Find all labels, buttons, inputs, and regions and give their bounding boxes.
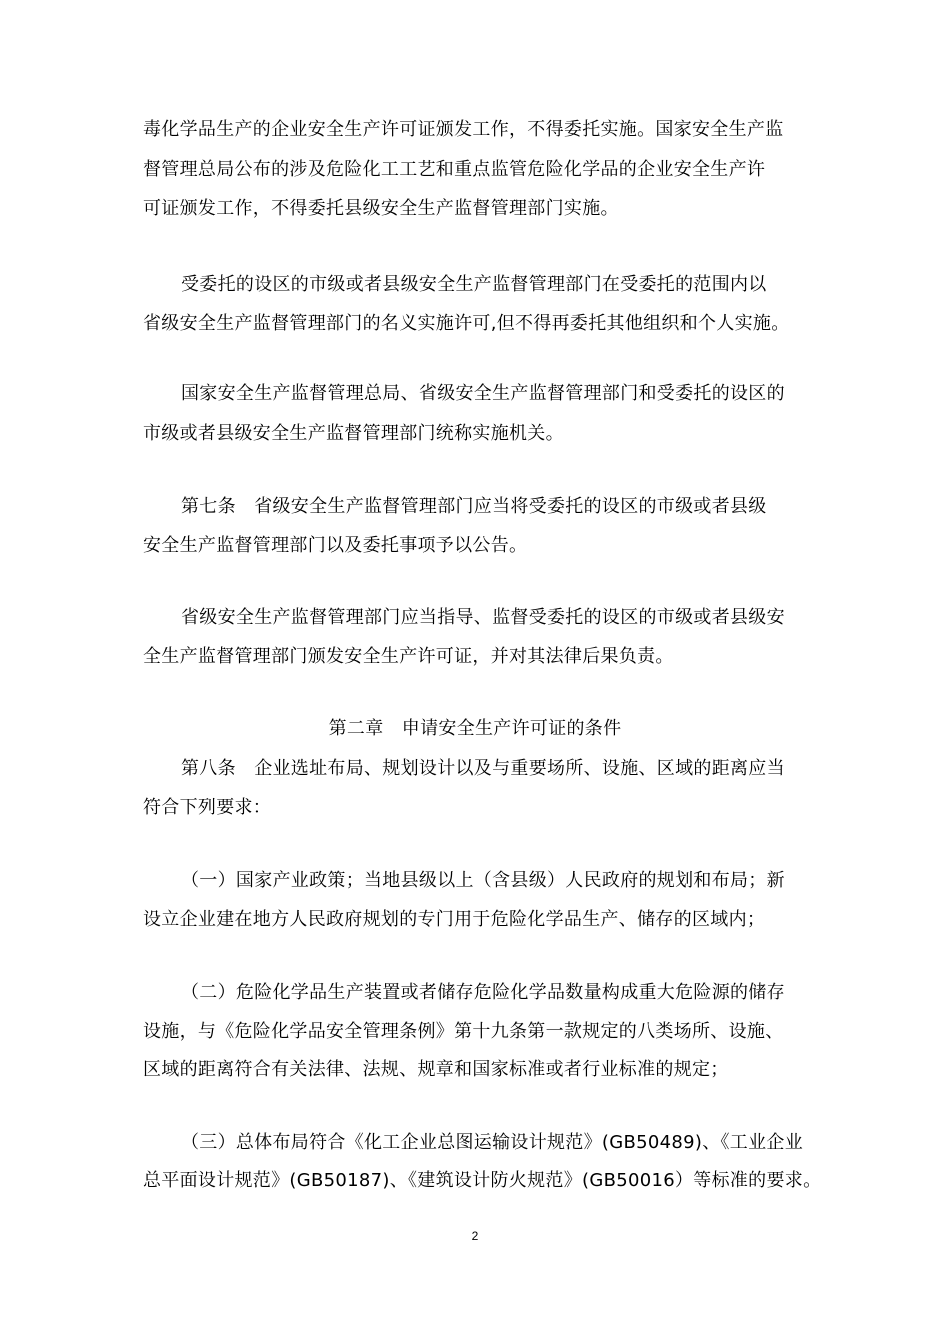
chapter-heading: 第二章 申请安全生产许可证的条件	[328, 718, 622, 739]
paragraph-line: 可证颁发工作，不得委托县级安全生产监督管理部门实施。	[143, 198, 619, 219]
paragraph-line: 国家安全生产监督管理总局、省级安全生产监督管理部门和受委托的设区的	[181, 383, 785, 404]
list-item-line: （一）国家产业政策；当地县级以上（含县级）人民政府的规划和布局；新	[181, 870, 785, 891]
paragraph-line: 市级或者县级安全生产监督管理部门统称实施机关。	[143, 423, 564, 444]
list-item-line: 设立企业建在地方人民政府规划的专门用于危险化学品生产、储存的区域内；	[143, 909, 766, 930]
paragraph-line: 省级安全生产监督管理部门应当指导、监督受委托的设区的市级或者县级安	[181, 607, 785, 628]
list-item-line: （二）危险化学品生产装置或者储存危险化学品数量构成重大危险源的储存	[181, 982, 785, 1003]
list-item-line: 区域的距离符合有关法律、法规、规章和国家标准或者行业标准的规定；	[143, 1059, 729, 1080]
article-8-line: 第八条 企业选址布局、规划设计以及与重要场所、设施、区域的距离应当	[181, 758, 785, 779]
article-7-line: 安全生产监督管理部门以及委托事项予以公告。	[143, 535, 528, 556]
paragraph-line: 省级安全生产监督管理部门的名义实施许可,但不得再委托其他组织和个人实施。	[143, 313, 790, 334]
paragraph-line: 毒化学品生产的企业安全生产许可证颁发工作，不得委托实施。国家安全生产监	[143, 119, 784, 140]
paragraph-line: 受委托的设区的市级或者县级安全生产监督管理部门在受委托的范围内以	[181, 274, 767, 295]
paragraph-line: 全生产监督管理部门颁发安全生产许可证，并对其法律后果负责。	[143, 646, 674, 667]
list-item-line: （三）总体布局符合《化工企业总图运输设计规范》(GB50489)、《工业企业	[181, 1132, 803, 1153]
article-7-line: 第七条 省级安全生产监督管理部门应当将受委托的设区的市级或者县级	[181, 496, 767, 517]
page-number: 2	[471, 1229, 479, 1243]
article-8-line: 符合下列要求：	[143, 797, 272, 818]
list-item-line: 设施，与《危险化学品安全管理条例》第十九条第一款规定的八类场所、设施、	[143, 1021, 784, 1042]
paragraph-line: 督管理总局公布的涉及危险化工工艺和重点监管危险化学品的企业安全生产许	[143, 159, 766, 180]
list-item-line: 总平面设计规范》(GB50187)、《建筑设计防火规范》(GB50016）等标准的要求。	[143, 1170, 822, 1191]
